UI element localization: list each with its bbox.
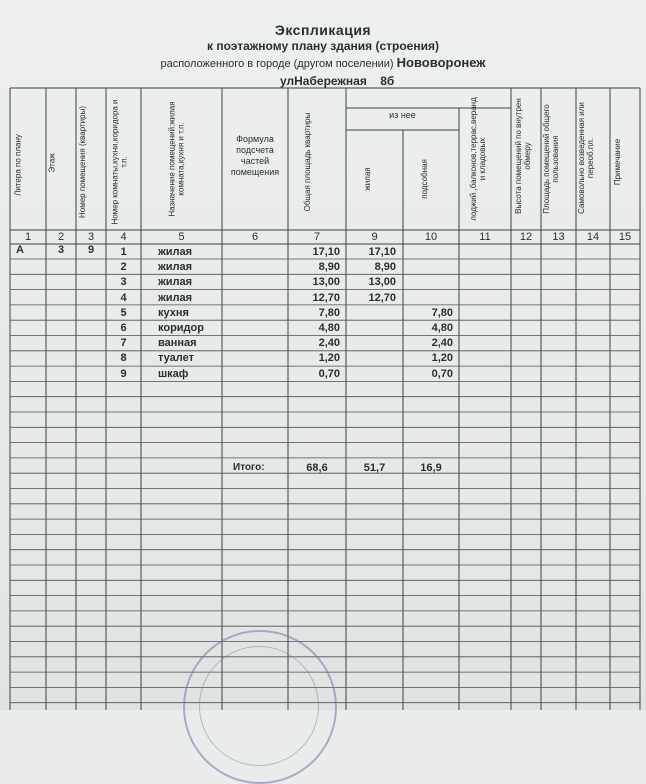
col-header-note: Примечание <box>613 138 622 186</box>
room-living-area: 13,00 <box>368 276 396 289</box>
col-header-common-area: Площадь помещений общего пользования <box>542 104 560 214</box>
litera-value: А <box>16 244 24 256</box>
col-header-living: жилая <box>363 167 372 191</box>
room-number: 9 <box>120 367 127 380</box>
column-number: 11 <box>479 231 491 243</box>
room-auxiliary-area: 1,20 <box>431 352 453 365</box>
col-header-room-number: Номер комнаты,кухни,коридора и т.п. <box>110 99 129 225</box>
room-purpose: жилая <box>158 291 193 304</box>
room-living-area: 12,70 <box>368 291 396 304</box>
room-number: 5 <box>120 306 127 319</box>
column-number: 12 <box>519 231 533 243</box>
room-total-area: 12,70 <box>312 291 340 304</box>
apartment-value: 9 <box>87 244 95 256</box>
official-stamp <box>183 630 337 784</box>
room-auxiliary-area: 2,40 <box>431 337 453 350</box>
col-header-height: Высота помещений по внутрен обмеру <box>514 98 532 214</box>
column-number: 15 <box>618 231 632 243</box>
column-number: 5 <box>178 231 185 243</box>
column-number: 4 <box>120 231 127 243</box>
room-living-area: 8,90 <box>374 261 396 274</box>
room-number: 2 <box>120 261 127 274</box>
column-number: 1 <box>24 231 32 243</box>
room-purpose: коридор <box>158 322 204 334</box>
room-purpose: туалет <box>158 352 194 365</box>
room-purpose: шкаф <box>158 367 189 380</box>
column-number: 6 <box>251 231 259 243</box>
col-header-unauthorized: Самовольно возведенная или переоб.пл. <box>577 102 595 214</box>
col-header-room-purpose: Назначение помещений:жилая комната,кухня и т.п. <box>167 101 186 217</box>
room-auxiliary-area: 4,80 <box>431 322 453 334</box>
col-header-auxiliary: подсобная <box>420 159 429 199</box>
room-purpose: жилая <box>158 261 193 274</box>
column-number: 2 <box>57 231 65 243</box>
city-name: Нововоронеж <box>396 55 486 70</box>
totals-auxiliary-area: 16,9 <box>420 462 442 474</box>
floor-value: 3 <box>57 244 65 256</box>
col-header-litera: Литера по плану <box>13 134 23 196</box>
room-number: 3 <box>120 276 127 289</box>
room-number: 7 <box>120 337 127 350</box>
col-header-of-which: из нее <box>389 110 416 120</box>
column-number: 3 <box>87 231 95 243</box>
column-number: 7 <box>313 231 321 243</box>
column-number: 14 <box>586 231 600 243</box>
room-living-area: 17,10 <box>368 246 396 258</box>
room-total-area: 0,70 <box>318 367 340 380</box>
room-number: 8 <box>120 352 127 365</box>
totals-total-area: 68,6 <box>306 462 328 474</box>
room-purpose: жилая <box>158 276 193 289</box>
totals-living-area: 51,7 <box>363 462 386 474</box>
room-total-area: 2,40 <box>318 337 340 350</box>
room-total-area: 17,10 <box>312 246 340 258</box>
room-total-area: 4,80 <box>318 322 340 334</box>
column-number: 9 <box>371 231 378 243</box>
room-purpose: жилая <box>158 246 193 258</box>
col-header-loggias: лоджий ,балконов,террас,веранд и кладовых <box>469 97 487 221</box>
col-header-formula: Формула подсчета частей помещения <box>230 134 280 177</box>
room-auxiliary-area: 0,70 <box>431 367 453 380</box>
document-subtitle: к поэтажному плану здания (строения) <box>207 39 439 53</box>
totals-label: Итого: <box>233 462 265 473</box>
column-number: 13 <box>552 231 565 243</box>
street-name: улНабережная <box>280 74 367 88</box>
room-total-area: 8,90 <box>318 261 340 274</box>
room-number: 6 <box>120 322 127 334</box>
room-number: 1 <box>120 246 127 258</box>
room-total-area: 1,20 <box>318 352 340 365</box>
col-header-floor: Этаж <box>47 153 57 173</box>
room-auxiliary-area: 7,80 <box>431 306 453 319</box>
room-purpose: кухня <box>158 306 189 319</box>
house-number: 8б <box>380 74 395 88</box>
location-prefix: расположенного в городе (другом поселении) <box>160 58 394 70</box>
document-title: Экспликация <box>274 22 372 38</box>
room-number: 4 <box>120 291 127 304</box>
room-total-area: 7,80 <box>318 306 340 319</box>
col-header-total-area: Общая площадь квартиры <box>303 112 312 212</box>
room-purpose: ванная <box>158 337 197 350</box>
col-header-apartment-number: Номер помещения (квартиры) <box>78 106 87 219</box>
room-total-area: 13,00 <box>312 276 340 289</box>
column-number: 10 <box>424 231 438 243</box>
